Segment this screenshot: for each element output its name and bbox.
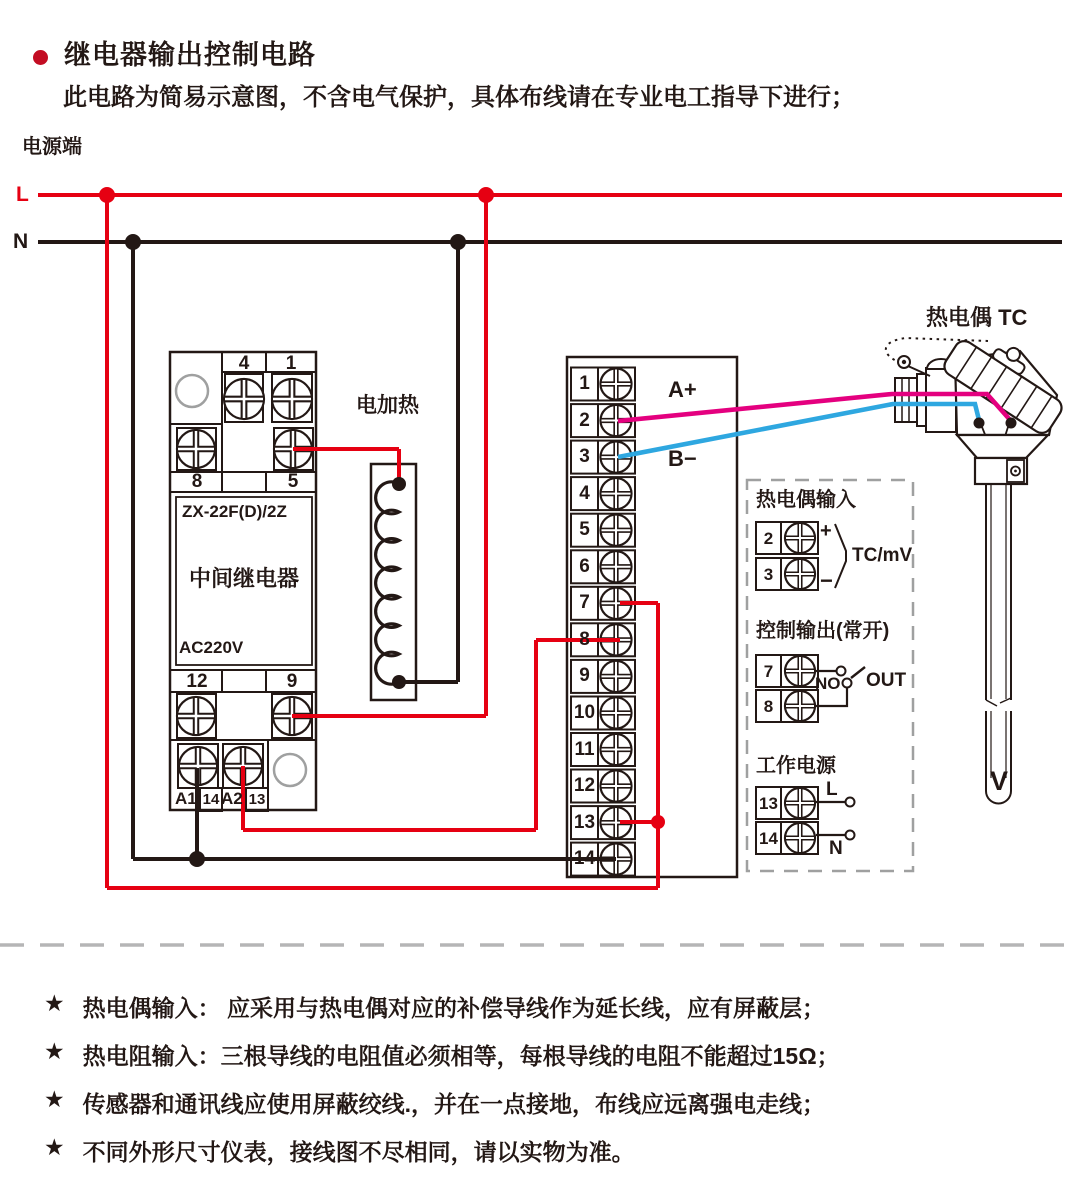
terminal-number: 12 xyxy=(573,775,596,796)
terminal-number: 14 xyxy=(759,829,778,848)
terminal-number: 4 xyxy=(579,483,590,504)
detail-section-title: 工作电源 xyxy=(756,755,836,777)
switch-contact-icon xyxy=(843,679,852,688)
screw-terminal-icon xyxy=(601,734,632,765)
detail-section-title: 热电偶输入 xyxy=(756,489,856,511)
heater-label: 电加热 xyxy=(356,394,419,417)
neutral-line-label: N xyxy=(13,230,29,253)
screw-terminal-icon xyxy=(177,430,215,468)
out-label: OUT xyxy=(866,670,907,691)
screw-terminal-icon xyxy=(601,697,632,728)
power-neutral-label: N xyxy=(829,838,843,859)
screw-terminal-icon xyxy=(601,369,632,400)
note-text: 传感器和通讯线应使用屏蔽绞线.，并在一点接地，布线应远离强电走线； xyxy=(82,1091,826,1117)
terminal-number: 3 xyxy=(763,565,774,584)
relay-terminal-label: 1 xyxy=(285,353,297,374)
relay-coil-terminal-label: 13 xyxy=(245,787,269,812)
note-item xyxy=(44,1086,825,1119)
star-icon: ★ xyxy=(44,1038,65,1064)
screw-terminal-icon xyxy=(177,697,215,735)
terminal-number: 1 xyxy=(579,373,590,394)
star-icon: ★ xyxy=(44,990,65,1016)
power-live-label: L xyxy=(826,779,838,800)
terminal-number: 8 xyxy=(763,697,774,716)
star-icon: ★ xyxy=(44,1086,65,1112)
terminal-number: 2 xyxy=(579,410,590,431)
a-plus-label: A+ xyxy=(668,377,697,402)
note-text: 热电偶输入： 应采用与热电偶对应的补偿导线作为延长线，应有屏蔽层； xyxy=(82,995,826,1021)
relay-name-label: 中间继电器 xyxy=(188,566,299,591)
live-line-label: L xyxy=(16,183,29,206)
relay-terminal-label: 12 xyxy=(186,671,208,692)
screw-terminal-icon xyxy=(601,661,632,692)
diagram-structure xyxy=(0,320,1080,945)
terminal-number: 11 xyxy=(574,739,595,760)
screw-terminal-icon xyxy=(601,551,632,582)
note-text: 热电阻输入：三根导线的电阻值必须相等，每根导线的电阻不能超过15Ω； xyxy=(82,1043,840,1069)
detail-section-title: 控制输出(常开) xyxy=(756,620,890,642)
relay-mount-hole-icon xyxy=(274,754,306,786)
no-contact-label: NO xyxy=(815,674,841,693)
terminal-number: 7 xyxy=(763,662,774,681)
page-title: 继电器输出控制电路 xyxy=(64,40,316,70)
page-subtitle: 此电路为简易示意图，不含电气保护，具体布线请在专业电工指导下进行； xyxy=(63,84,855,111)
note-item xyxy=(44,1038,840,1071)
screw-terminal-icon xyxy=(601,771,632,802)
terminal-number: 7 xyxy=(579,592,590,613)
screw-terminal-icon xyxy=(785,656,815,686)
screw-terminal-icon xyxy=(785,823,815,853)
terminal-number: 3 xyxy=(579,446,590,467)
power-terminal-icon xyxy=(846,798,855,807)
relay-mount-hole-icon xyxy=(176,375,208,407)
thermocouple-label: 热电偶 TC xyxy=(926,305,1028,330)
terminal-number: 6 xyxy=(579,556,590,577)
heater-element xyxy=(371,464,416,700)
screw-terminal-icon xyxy=(785,788,815,818)
probe-tip-mark: V xyxy=(989,766,1008,796)
screw-terminal-icon xyxy=(272,379,312,419)
relay-coil-terminal-label: A2 xyxy=(221,789,243,808)
terminal-number: 8 xyxy=(579,629,590,650)
polarity-plus-label: + xyxy=(820,520,832,542)
screw-terminal-icon xyxy=(785,691,815,721)
terminal-number: 5 xyxy=(579,519,590,540)
power-section-label: 电源端 xyxy=(22,136,82,158)
screw-terminal-icon xyxy=(601,515,632,546)
terminal-number: 14 xyxy=(573,848,596,869)
switch-blade-icon xyxy=(851,667,865,678)
signal-type-label: TC/mV xyxy=(852,545,913,566)
note-text: 不同外形尺寸仪表，接线图不尽相同，请以实物为准。 xyxy=(82,1139,635,1165)
relay-terminal-label: 5 xyxy=(287,471,299,492)
tc-bracket xyxy=(835,524,846,588)
polarity-minus-label: − xyxy=(820,568,833,593)
thermocouple-probe xyxy=(986,484,1011,804)
relay-terminal-label: 8 xyxy=(191,471,203,492)
star-icon: ★ xyxy=(44,1134,65,1160)
terminal-number: 10 xyxy=(573,702,596,723)
power-terminal-icon xyxy=(846,831,855,840)
screw-terminal-icon xyxy=(224,379,264,419)
relay-terminal-label: 4 xyxy=(238,353,250,374)
relay-voltage-label: AC220V xyxy=(179,638,244,657)
terminal-number: 13 xyxy=(759,794,778,813)
screw-terminal-icon xyxy=(601,478,632,509)
screw-terminal-icon xyxy=(785,559,815,589)
relay-coil-terminal-label: 14 xyxy=(199,787,223,812)
terminal-number: 9 xyxy=(579,665,590,686)
terminal-number: 2 xyxy=(763,529,774,548)
relay-terminal-label: 9 xyxy=(286,671,298,692)
note-item xyxy=(44,990,825,1023)
note-item xyxy=(44,1134,635,1167)
relay-model-label: ZX-22F(D)/2Z xyxy=(182,502,287,521)
terminal-number: 13 xyxy=(573,812,596,833)
screw-terminal-icon xyxy=(785,523,815,553)
relay-coil-terminal-label: A1 xyxy=(175,789,197,808)
b-minus-label: B− xyxy=(668,446,697,471)
